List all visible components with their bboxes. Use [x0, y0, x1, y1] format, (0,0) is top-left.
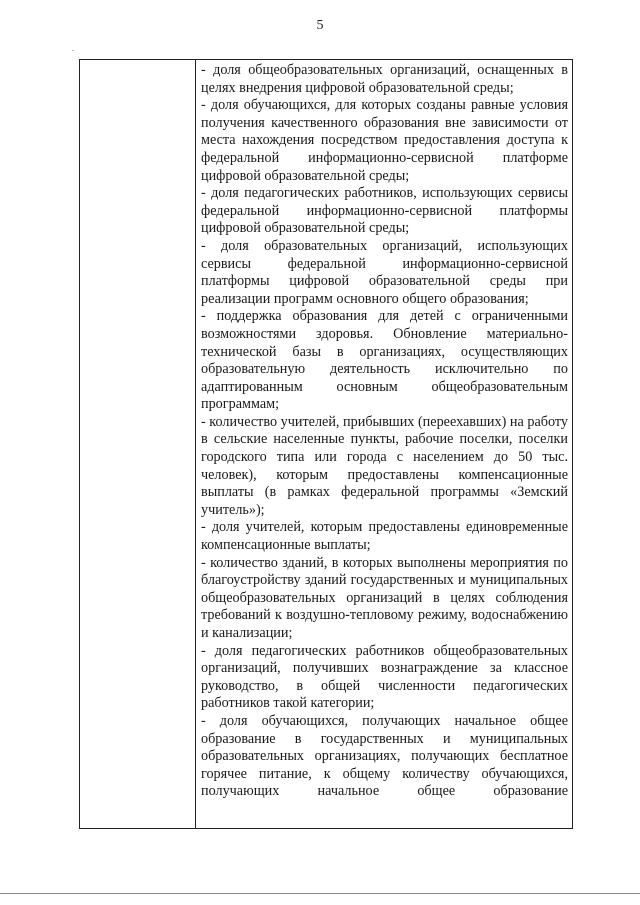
table-left-cell [80, 60, 196, 828]
page-number: 5 [316, 18, 324, 33]
indicator-item: - доля обучающихся, для которых созданы равные условия получения качественного образования вне зависимости от места нахождения посредством предоставления доступа к федеральной информационно-сервисной платформе цифровой образовательной среды; [201, 97, 568, 184]
table-right-cell [201, 62, 568, 801]
indicator-item: - доля обучающихся, получающих начальное общее образование в государственных и муниципальных образовательных организациях, получающих бесплатное горячее питание, к общему количеству обучающихся, получающих начальное общее образование [201, 712, 568, 800]
indicator-item: - количество зданий, в которых выполнены мероприятия по благоустройству зданий государственных и муниципальных общеобразовательных организаций в целях соблюдения требований к воздушно-тепловому режиму, водоснабжению и канализации; [201, 554, 568, 641]
corner-mark: . [72, 44, 74, 53]
indicator-item: - поддержка образования для детей с ограниченными возможностями здоровья. Обновление материально-технической базы в организациях, осуществляющих образовательную деятельность исключительно по адаптированным основным общеобразовательным программам; [201, 308, 568, 413]
scan-bottom-edge [0, 893, 640, 894]
indicators-table [79, 59, 573, 829]
indicator-item: - доля общеобразовательных организаций, оснащенных в целях внедрения цифровой образовательной среды; [201, 62, 568, 96]
indicator-item: - количество учителей, прибывших (переехавших) на работу в сельские населенные пункты, рабочие поселки, поселки городского типа или города с населением до 50 тыс. человек), которым предоставлены компенсационные выплаты (в рамках федеральной программы «Земский учитель»); [201, 413, 568, 518]
indicator-item: - доля педагогических работников, использующих сервисы федеральной информационно-сервисной платформы цифровой образовательной среды; [201, 185, 568, 237]
indicator-item: - доля педагогических работников общеобразовательных организаций, получивших вознаграждение за классное руководство, в общей численности педагогических работников такой категории; [201, 642, 568, 712]
indicator-item: - доля образовательных организаций, использующих сервисы федеральной информационно-сервисной платформы цифровой образовательной среды при реализации программ основного общего образования; [201, 237, 568, 307]
indicator-item: - доля учителей, которым предоставлены единовременные компенсационные выплаты; [201, 519, 568, 554]
